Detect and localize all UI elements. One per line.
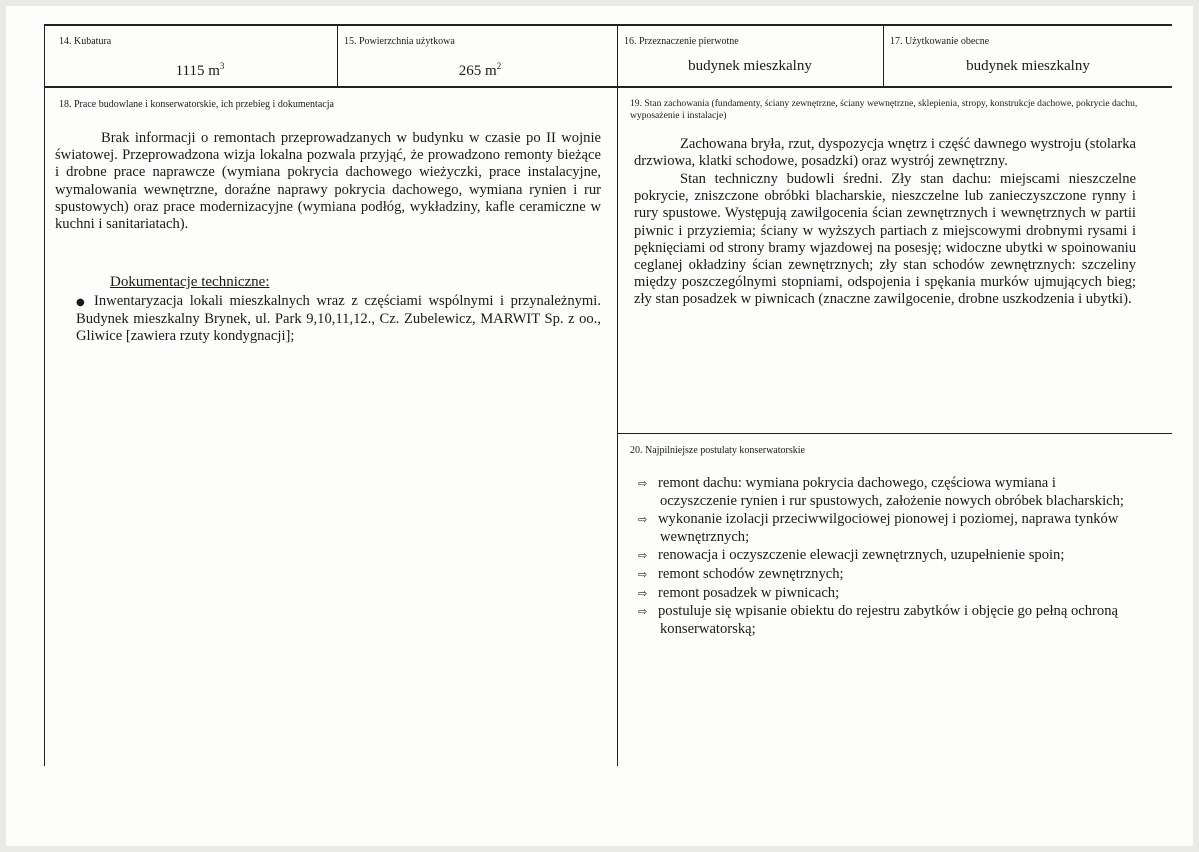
field-14-label: 14. Kubatura bbox=[59, 36, 112, 47]
postulate-text: postuluje się wpisanie obiektu do rejestru zabytków i objęcie go pełną ochroną konserwatorską; bbox=[658, 603, 1118, 637]
documentation-item-text: Inwentaryzacja lokali mieszkalnych wraz z częściami wspólnymi i przynależnymi. Budynek mieszkalny Brynek, ul. Park 9,10,11,12., Cz. Zubelewicz, MARWIT Sp. z oo., Gliwice [zawiera rzuty kondygnacji]; bbox=[76, 293, 601, 345]
col-divider-16-17 bbox=[883, 24, 884, 88]
field-15-label: 15. Powierzchnia użytkowa bbox=[344, 36, 455, 47]
postulate-text: remont schodów zewnętrznych; bbox=[658, 565, 844, 582]
postulate-text: renowacja i oczyszczenie elewacji zewnętrznych, uzupełnienie spoin; bbox=[658, 547, 1065, 564]
right-arrow-outline-icon: ⇨ bbox=[638, 567, 648, 581]
documentation-heading: Dokumentacje techniczne: bbox=[110, 274, 270, 290]
center-divider bbox=[617, 24, 618, 766]
postulate-item bbox=[638, 475, 1128, 510]
field-15-value-text: 265 m bbox=[458, 63, 497, 79]
field-17-value: budynek mieszkalny bbox=[966, 58, 1090, 74]
postulate-item bbox=[638, 603, 1128, 638]
right-arrow-outline-icon: ⇨ bbox=[638, 605, 648, 619]
section-19-paragraph-1: Zachowana bryła, rzut, dyspozycja wnętrz i część dawnego wystroju (stolarka drzwiowa, klatki schodowe, posadzki) oraz wystrój zewnętrzny. bbox=[634, 136, 1136, 170]
postulate-item bbox=[638, 566, 1128, 584]
field-14-value bbox=[140, 61, 260, 80]
right-arrow-outline-icon: ⇨ bbox=[638, 549, 648, 563]
field-16-value: budynek mieszkalny bbox=[688, 58, 812, 74]
postulate-text: remont posadzek w piwnicach; bbox=[658, 584, 840, 601]
postulate-text: remont dachu: wymiana pokrycia dachowego, częściowa wymiana i oczyszczenie rynien i rur spustowych, założenie nowych obróbek blacharskich; bbox=[658, 475, 1124, 509]
right-arrow-outline-icon: ⇨ bbox=[638, 477, 648, 490]
table-top-border bbox=[44, 24, 1172, 26]
postulate-item bbox=[638, 547, 1128, 565]
documentation-item bbox=[76, 293, 601, 346]
postulates-list bbox=[638, 475, 1128, 639]
field-15-exponent: 2 bbox=[496, 61, 502, 71]
bullet-dot-icon: ● bbox=[76, 297, 85, 308]
left-border bbox=[44, 24, 45, 766]
field-17-label: 17. Użytkowanie obecne bbox=[890, 36, 990, 47]
postulate-item bbox=[638, 585, 1128, 603]
field-14-exponent: 3 bbox=[219, 61, 225, 71]
postulate-item bbox=[638, 511, 1128, 546]
row-divider-2 bbox=[617, 433, 1172, 434]
field-16-label: 16. Przeznaczenie pierwotne bbox=[624, 36, 739, 47]
postulate-text: wykonanie izolacji przeciwwilgociowej pionowej i poziomej, naprawa tynków wewnętrznych; bbox=[658, 511, 1119, 545]
col-divider-14-15 bbox=[337, 24, 338, 88]
section-18-label: 18. Prace budowlane i konserwatorskie, ich przebieg i dokumentacja bbox=[59, 99, 334, 110]
field-15-value bbox=[420, 61, 540, 80]
section-20-label: 20. Najpilniejsze postulaty konserwatorskie bbox=[630, 445, 805, 456]
row-divider-1 bbox=[44, 86, 1172, 88]
section-19-label: 19. Stan zachowania (fundamenty, ściany zewnętrzne, ściany wewnętrzne, sklepienia, stropy, konstrukcje dachowe, pokrycie dachu, wyposażenie i instalacje) bbox=[630, 98, 1138, 121]
field-14-value-text: 1115 m bbox=[175, 63, 220, 79]
right-arrow-outline-icon: ⇨ bbox=[638, 586, 648, 600]
right-arrow-outline-icon: ⇨ bbox=[638, 513, 648, 527]
section-18-text: Brak informacji o remontach przeprowadzanych w budynku w czasie po II wojnie światowej. Przeprowadzona wizja lokalna pozwala przyjąć, że prowadzono remonty bieżące i drobne prace naprawcze (wymiana pokrycia dachowego wieżyczki, prace instalacyjne, wymalowania wewnętrzne, doraźne naprawy pokrycia dachowego, wymiana rynien i rur spustowych) oraz prace modernizacyjne (wymiana podłóg, wykładziny, kafle ceramiczne w kuchni i sanitariatach). bbox=[55, 130, 601, 233]
section-19-paragraph-2: Stan techniczny budowli średni. Zły stan dachu: miejscami nieszczelne pokrycie, zniszczone obróbki blacharskie, nieszczelne lub zanieczyszczone rynny i rury spustowe. Występują zawilgocenia ścian zewnętrznych i wewnętrznych w partii piwnic i przyziemia; ściany w wyższych partiach z miejscowymi drobnymi rysami i pęknięciami od strony bramy wjazdowej na posesję; widoczne ubytki w spoinowaniu ceglanej okładziny ścian zewnętrznych; zły stan schodów zewnętrznych: szczeliny między poszczególnymi stopniami, odspojenia i spękania murków ujmujących bieg; zły stan posadzek w piwnicach (znaczne zawilgocenie, drobne uszkodzenia i ubytki). bbox=[634, 171, 1136, 308]
